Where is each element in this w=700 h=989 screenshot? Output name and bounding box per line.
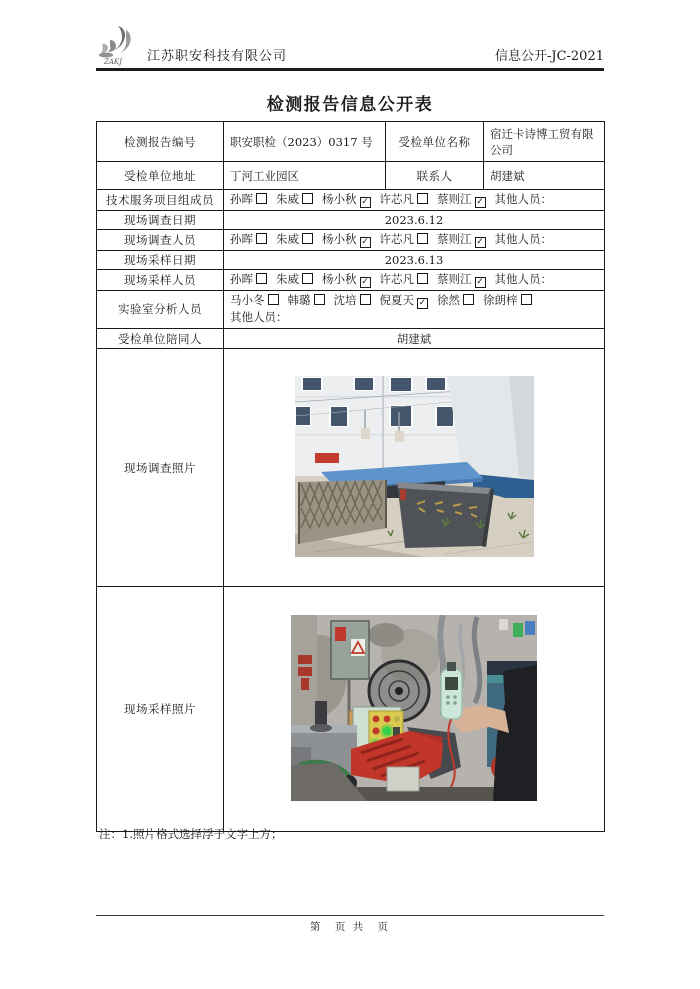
checkbox-empty-icon	[268, 294, 279, 305]
team-members	[224, 190, 605, 211]
table-row	[97, 162, 605, 190]
survey-date-value: 2023.6.12	[224, 210, 605, 229]
staff-option	[276, 192, 313, 206]
staff-name: 徐然	[437, 292, 460, 307]
svg-text:ZAKJ: ZAKJ	[104, 58, 122, 66]
staff-option	[322, 192, 371, 206]
sampling-staff-members	[224, 269, 605, 290]
table-row	[97, 210, 605, 229]
table-row	[97, 190, 605, 211]
escort-label: 受检单位陪同人	[97, 329, 224, 349]
contact-label: 联系人	[386, 162, 484, 190]
staff-name: 杨小秋	[322, 271, 357, 286]
staff-name: 孙晖	[230, 231, 253, 246]
staff-name: 其他人员：	[494, 192, 552, 206]
table-row	[97, 122, 605, 162]
sampling-date-value: 2023.6.13	[224, 250, 605, 269]
handheld-meter	[441, 669, 462, 719]
table-row	[97, 250, 605, 269]
contact-value: 胡建斌	[484, 162, 605, 190]
checkbox-empty-icon	[302, 193, 313, 204]
staff-name: 朱威	[276, 192, 299, 206]
staff-option	[230, 192, 267, 206]
checkbox-checked-icon: ✓	[476, 276, 484, 287]
staff-option	[380, 272, 429, 286]
staff-name: 马小冬	[230, 292, 265, 307]
checkbox-empty-icon	[417, 233, 428, 244]
staff-name: 孙晖	[230, 192, 253, 206]
staff-option	[380, 293, 429, 307]
unit-addr-value: 丁河工业园区	[224, 162, 386, 190]
header-rule	[96, 68, 604, 71]
staff-option	[230, 293, 279, 307]
staff-option	[334, 293, 371, 307]
staff-option	[288, 293, 325, 307]
checkbox-checked-icon: ✓	[361, 197, 369, 207]
staff-option	[437, 293, 474, 307]
footnote: 注：1.照片格式选择浮于文字上方；	[99, 827, 283, 841]
lab-staff-members	[230, 292, 598, 310]
table-row	[97, 587, 605, 832]
staff-name: 倪夏天	[379, 292, 414, 307]
survey-photo-label: 现场调查照片	[97, 349, 224, 587]
company-name: 江苏职安科技有限公司	[147, 49, 288, 64]
sampling-staff-label: 现场采样人员	[97, 269, 224, 290]
other-staff-label	[495, 192, 553, 206]
page-title: 检测报告信息公开表	[266, 95, 434, 115]
staff-option	[437, 192, 486, 206]
staff-name: 孙晖	[230, 271, 253, 286]
checkbox-empty-icon	[256, 233, 267, 244]
report-info-table	[96, 121, 605, 832]
staff-name: 沈培	[333, 292, 357, 307]
red-signboard	[315, 453, 339, 463]
sampling-date-label: 现场采样日期	[97, 250, 224, 269]
staff-name: 其他人员：	[494, 271, 552, 286]
staff-name: 其他人员：	[494, 231, 552, 246]
team-label: 技术服务项目组成员	[97, 190, 224, 211]
unit-name-label: 受检单位名称	[386, 122, 484, 162]
other-staff-label	[495, 232, 553, 246]
footer-rule	[96, 915, 604, 916]
staff-option	[483, 293, 532, 307]
site-survey-photo	[295, 376, 534, 557]
doc-code: 信息公开-JC-2021	[494, 49, 604, 64]
checkbox-checked-icon: ✓	[476, 197, 484, 207]
lab-other-label: 其他人员：	[230, 310, 288, 325]
staff-option	[380, 192, 429, 206]
staff-option	[276, 272, 313, 286]
stone-sign-monument	[397, 482, 494, 548]
escort-value: 胡建斌	[224, 329, 605, 349]
staff-option	[322, 272, 371, 286]
report-no-label: 检测报告编号	[97, 122, 224, 162]
staff-name: 蔡则江	[437, 231, 472, 246]
staff-name: 蔡则江	[437, 192, 472, 206]
report-no-value: 职安职检（2023）0317 号	[224, 122, 386, 162]
page-number: 第 页 共 页	[309, 921, 391, 933]
checkbox-empty-icon	[463, 294, 474, 305]
staff-option	[437, 232, 486, 246]
staff-name: 蔡则江	[437, 271, 472, 286]
checkbox-empty-icon	[521, 294, 532, 305]
table-row	[97, 349, 605, 587]
checkbox-empty-icon	[256, 273, 267, 284]
unit-name-value: 宿迁卡诗博工贸有限公司	[484, 122, 605, 162]
checkbox-empty-icon	[314, 294, 325, 305]
checkbox-empty-icon	[417, 193, 428, 204]
building-windows	[301, 377, 447, 392]
checkbox-checked-icon: ✓	[476, 236, 484, 247]
lab-staff-label: 实验室分析人员	[97, 290, 224, 329]
staff-option	[322, 232, 371, 246]
staff-name: 许芯凡	[379, 192, 414, 206]
lab-staff-cell	[224, 290, 605, 329]
survey-staff-members	[224, 229, 605, 250]
other-staff-label	[495, 272, 553, 286]
unit-addr-label: 受检单位地址	[97, 162, 224, 190]
staff-option	[437, 272, 486, 286]
table-row	[97, 269, 605, 290]
survey-date-label: 现场调查日期	[97, 210, 224, 229]
checkbox-empty-icon	[302, 233, 313, 244]
table-row	[97, 290, 605, 329]
staff-name: 杨小秋	[322, 231, 357, 246]
site-sampling-photo	[291, 615, 537, 801]
checkbox-empty-icon	[302, 273, 313, 284]
sampling-photo-cell	[224, 587, 605, 832]
staff-name: 杨小秋	[322, 192, 357, 206]
staff-option	[230, 272, 267, 286]
staff-name: 许芯凡	[379, 271, 414, 286]
survey-photo-cell	[224, 349, 605, 587]
staff-name: 朱威	[276, 231, 299, 246]
staff-name: 朱威	[276, 271, 299, 286]
survey-staff-label: 现场调查人员	[97, 229, 224, 250]
staff-option	[276, 232, 313, 246]
checkbox-empty-icon	[360, 294, 371, 305]
sampling-photo-label: 现场采样照片	[97, 587, 224, 832]
checkbox-checked-icon: ✓	[361, 276, 369, 287]
table-row	[97, 329, 605, 349]
company-logo-icon	[96, 24, 144, 66]
checkbox-empty-icon	[256, 193, 267, 204]
table-row	[97, 229, 605, 250]
checkbox-checked-icon: ✓	[418, 297, 427, 308]
staff-name: 徐朗梓	[483, 292, 518, 307]
staff-option	[230, 232, 267, 246]
staff-name: 韩璐	[287, 292, 311, 307]
checkbox-checked-icon: ✓	[361, 236, 369, 247]
staff-option	[380, 232, 429, 246]
staff-name: 许芯凡	[379, 231, 414, 246]
checkbox-empty-icon	[417, 273, 428, 284]
